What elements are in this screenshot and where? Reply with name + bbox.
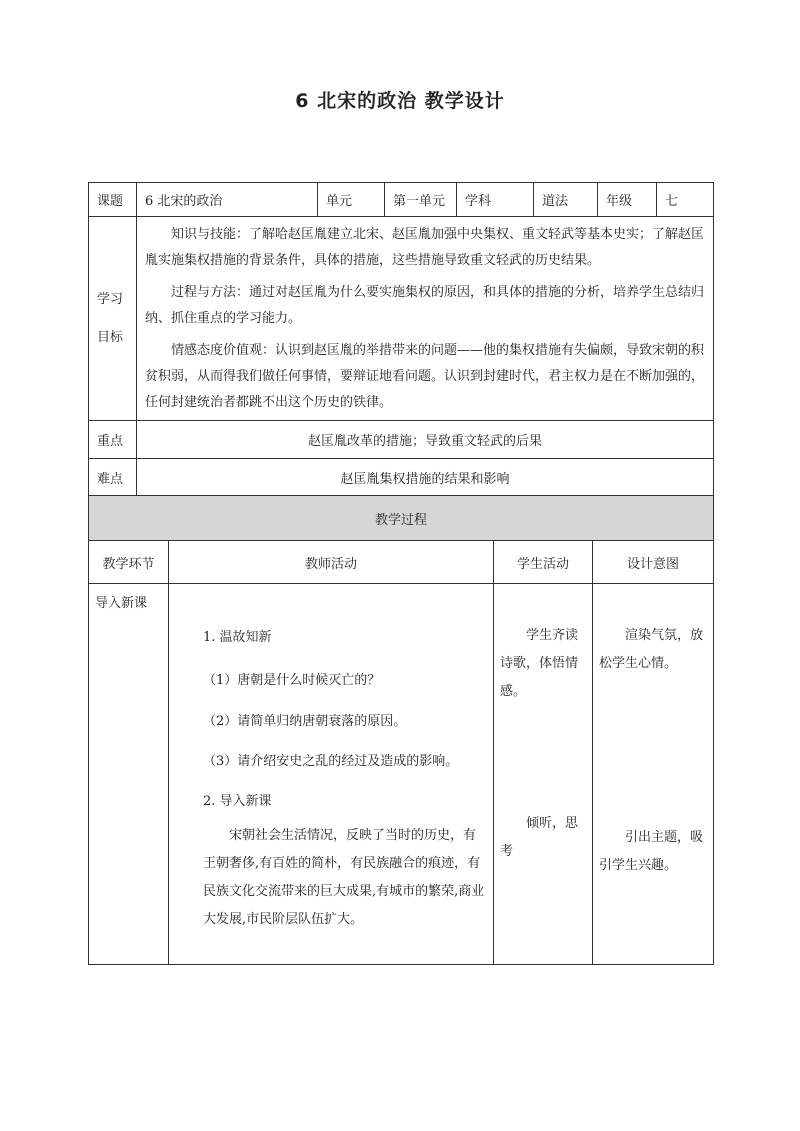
process-header: 教学过程 [89, 496, 714, 541]
difficulty-label: 难点 [89, 459, 137, 497]
student-cell [494, 584, 593, 965]
info-table [88, 182, 714, 497]
intent2: 引出主题，吸引学生兴趣。 [599, 830, 704, 873]
teacher-cell [169, 584, 494, 965]
subject-label: 学科 [457, 183, 534, 217]
stage-name: 导入新课 [95, 596, 148, 611]
process-row-intro [89, 584, 714, 965]
goals-label-line2: 目标 [97, 329, 124, 345]
goal-knowledge: 知识与技能：了解哈赵匡胤建立北宋、赵匡胤加强中央集权、重文轻武等基本史实；了解赵匡胤实施集权措施的背景条件，具体的措施，这些措施导致重文轻武的历史结果。 [145, 226, 705, 268]
intent1: 渲染气氛，放松学生心情。 [599, 628, 704, 671]
col-stage: 教学环节 [89, 541, 169, 584]
teacher-question2: （2）请简单归纳唐朝衰落的原因。 [203, 714, 407, 729]
col-student: 学生活动 [494, 541, 593, 584]
teacher-step2: 2. 导入新课 [203, 794, 272, 809]
teacher-question3: （3）请介绍安史之乱的经过及造成的影响。 [203, 754, 459, 769]
course-value: 6 北宋的政治 [137, 183, 318, 217]
intent-cell [593, 584, 714, 965]
teacher-intro-paragraph: 宋朝社会生活情况，反映了当时的历史，有王朝奢侈,有百姓的简朴，有民族融合的痕迹，有民族文化交流带来的巨大成果,有城市的繁荣,商业大发展,市民阶层队伍扩大。 [203, 828, 485, 927]
key-point-value: 赵匡胤改革的措施；导致重文轻武的后果 [137, 421, 714, 459]
col-intent: 设计意图 [593, 541, 714, 584]
student-activity1: 学生齐读诗歌，体悟情感。 [500, 628, 579, 699]
key-point-row [89, 421, 714, 459]
difficulty-row [89, 459, 714, 497]
goals-content [137, 217, 714, 421]
goal-process: 过程与方法：通过对赵匡胤为什么要实施集权的原因，和具体的措施的分析，培养学生总结归纳、抓住重点的学习能力。 [145, 284, 705, 326]
grade-value: 七 [657, 183, 714, 217]
teacher-question1: （1）唐朝是什么时候灭亡的？ [203, 673, 381, 688]
key-point-label: 重点 [89, 421, 137, 459]
goals-label [89, 217, 137, 421]
goal-attitude: 情感态度价值观：认识到赵匡胤的举措带来的问题——他的集权措施有失偏颇，导致宋朝的积贫积弱，从而得我们做任何事情，要辩证地看问题。认识到封建时代，君主权力是在不断加强的，任何封建统治者都跳不出这个历史的铁律。 [145, 342, 705, 410]
course-label: 课题 [89, 183, 137, 217]
grade-label: 年级 [598, 183, 657, 217]
stage-cell [89, 584, 169, 965]
goals-label-line1: 学习 [97, 291, 124, 307]
page-title: 6 北宋的政治 教学设计 [295, 90, 505, 112]
unit-label: 单元 [318, 183, 385, 217]
subject-value: 道法 [534, 183, 598, 217]
goals-row [89, 217, 714, 421]
unit-value: 第一单元 [385, 183, 457, 217]
difficulty-value: 赵匡胤集权措施的结果和影响 [137, 459, 714, 497]
col-teacher: 教师活动 [169, 541, 494, 584]
info-row [89, 183, 714, 217]
process-table [88, 495, 714, 965]
teacher-step1: 1. 温故知新 [203, 630, 272, 645]
student-activity2: 倾听，思考 [500, 816, 579, 859]
process-columns-row [89, 541, 714, 584]
process-header-row [89, 496, 714, 541]
